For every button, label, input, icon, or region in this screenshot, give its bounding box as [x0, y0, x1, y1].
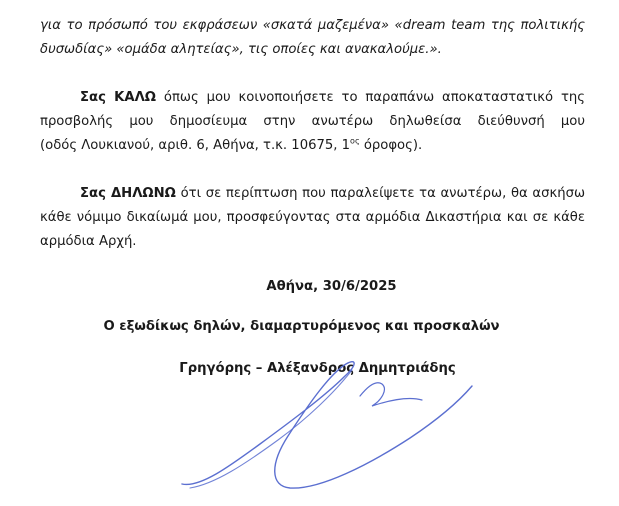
paragraph-line: αρμόδια Αρχή.	[40, 234, 137, 249]
declarant-title: Ο εξωδίκως δηλών, διαμαρτυρόμενος και προσκαλών	[103, 319, 500, 334]
declaration-lead: Σας ΔΗΛΩΝΩ	[80, 186, 176, 201]
paragraph-retraction	[40, 14, 585, 62]
paragraph-summons	[40, 86, 585, 158]
paragraph-line: προσβολής μου δημοσίευμα στην ανωτέρω δηλωθείσα διεύθυνσή μου	[40, 114, 585, 129]
signatory-name: Γρηγόρης – Αλέξανδρος Δημητριάδης	[179, 361, 456, 376]
floor-superscript: ος	[350, 136, 360, 146]
paragraph-line: κάθε νόμιμο δικαίωμά μου, προσφεύγοντας στα αρμόδια Δικαστήρια και σε κάθε	[40, 210, 585, 225]
address-end: όροφος).	[359, 138, 423, 153]
paragraph-line: για το πρόσωπό του εκφράσεων «σκατά μαζεμένα» «dream team της πολιτικής	[40, 18, 585, 33]
declaration-text: ότι σε περίπτωση που παραλείψετε τα ανωτέρω, θα ασκήσω	[175, 186, 585, 201]
paragraph-declaration	[40, 182, 585, 254]
paragraph-line	[40, 86, 585, 110]
summons-lead: Σας ΚΑΛΩ	[80, 90, 157, 105]
handwritten-signature	[160, 356, 500, 506]
paragraph-line	[40, 134, 585, 158]
paragraph-line: δυσωδίας» «ομάδα αλητείας», τις οποίες και ανακαλούμε.».	[40, 42, 442, 57]
summons-text: όπως μου κοινοποιήσετε το παραπάνω αποκαταστατικό της	[156, 90, 585, 105]
address-text: (οδός Λουκιανού, αριθ. 6, Αθήνα, τ.κ. 10675, 1	[40, 138, 351, 153]
place-date: Αθήνα, 30/6/2025	[266, 279, 397, 294]
paragraph-line	[40, 182, 585, 206]
